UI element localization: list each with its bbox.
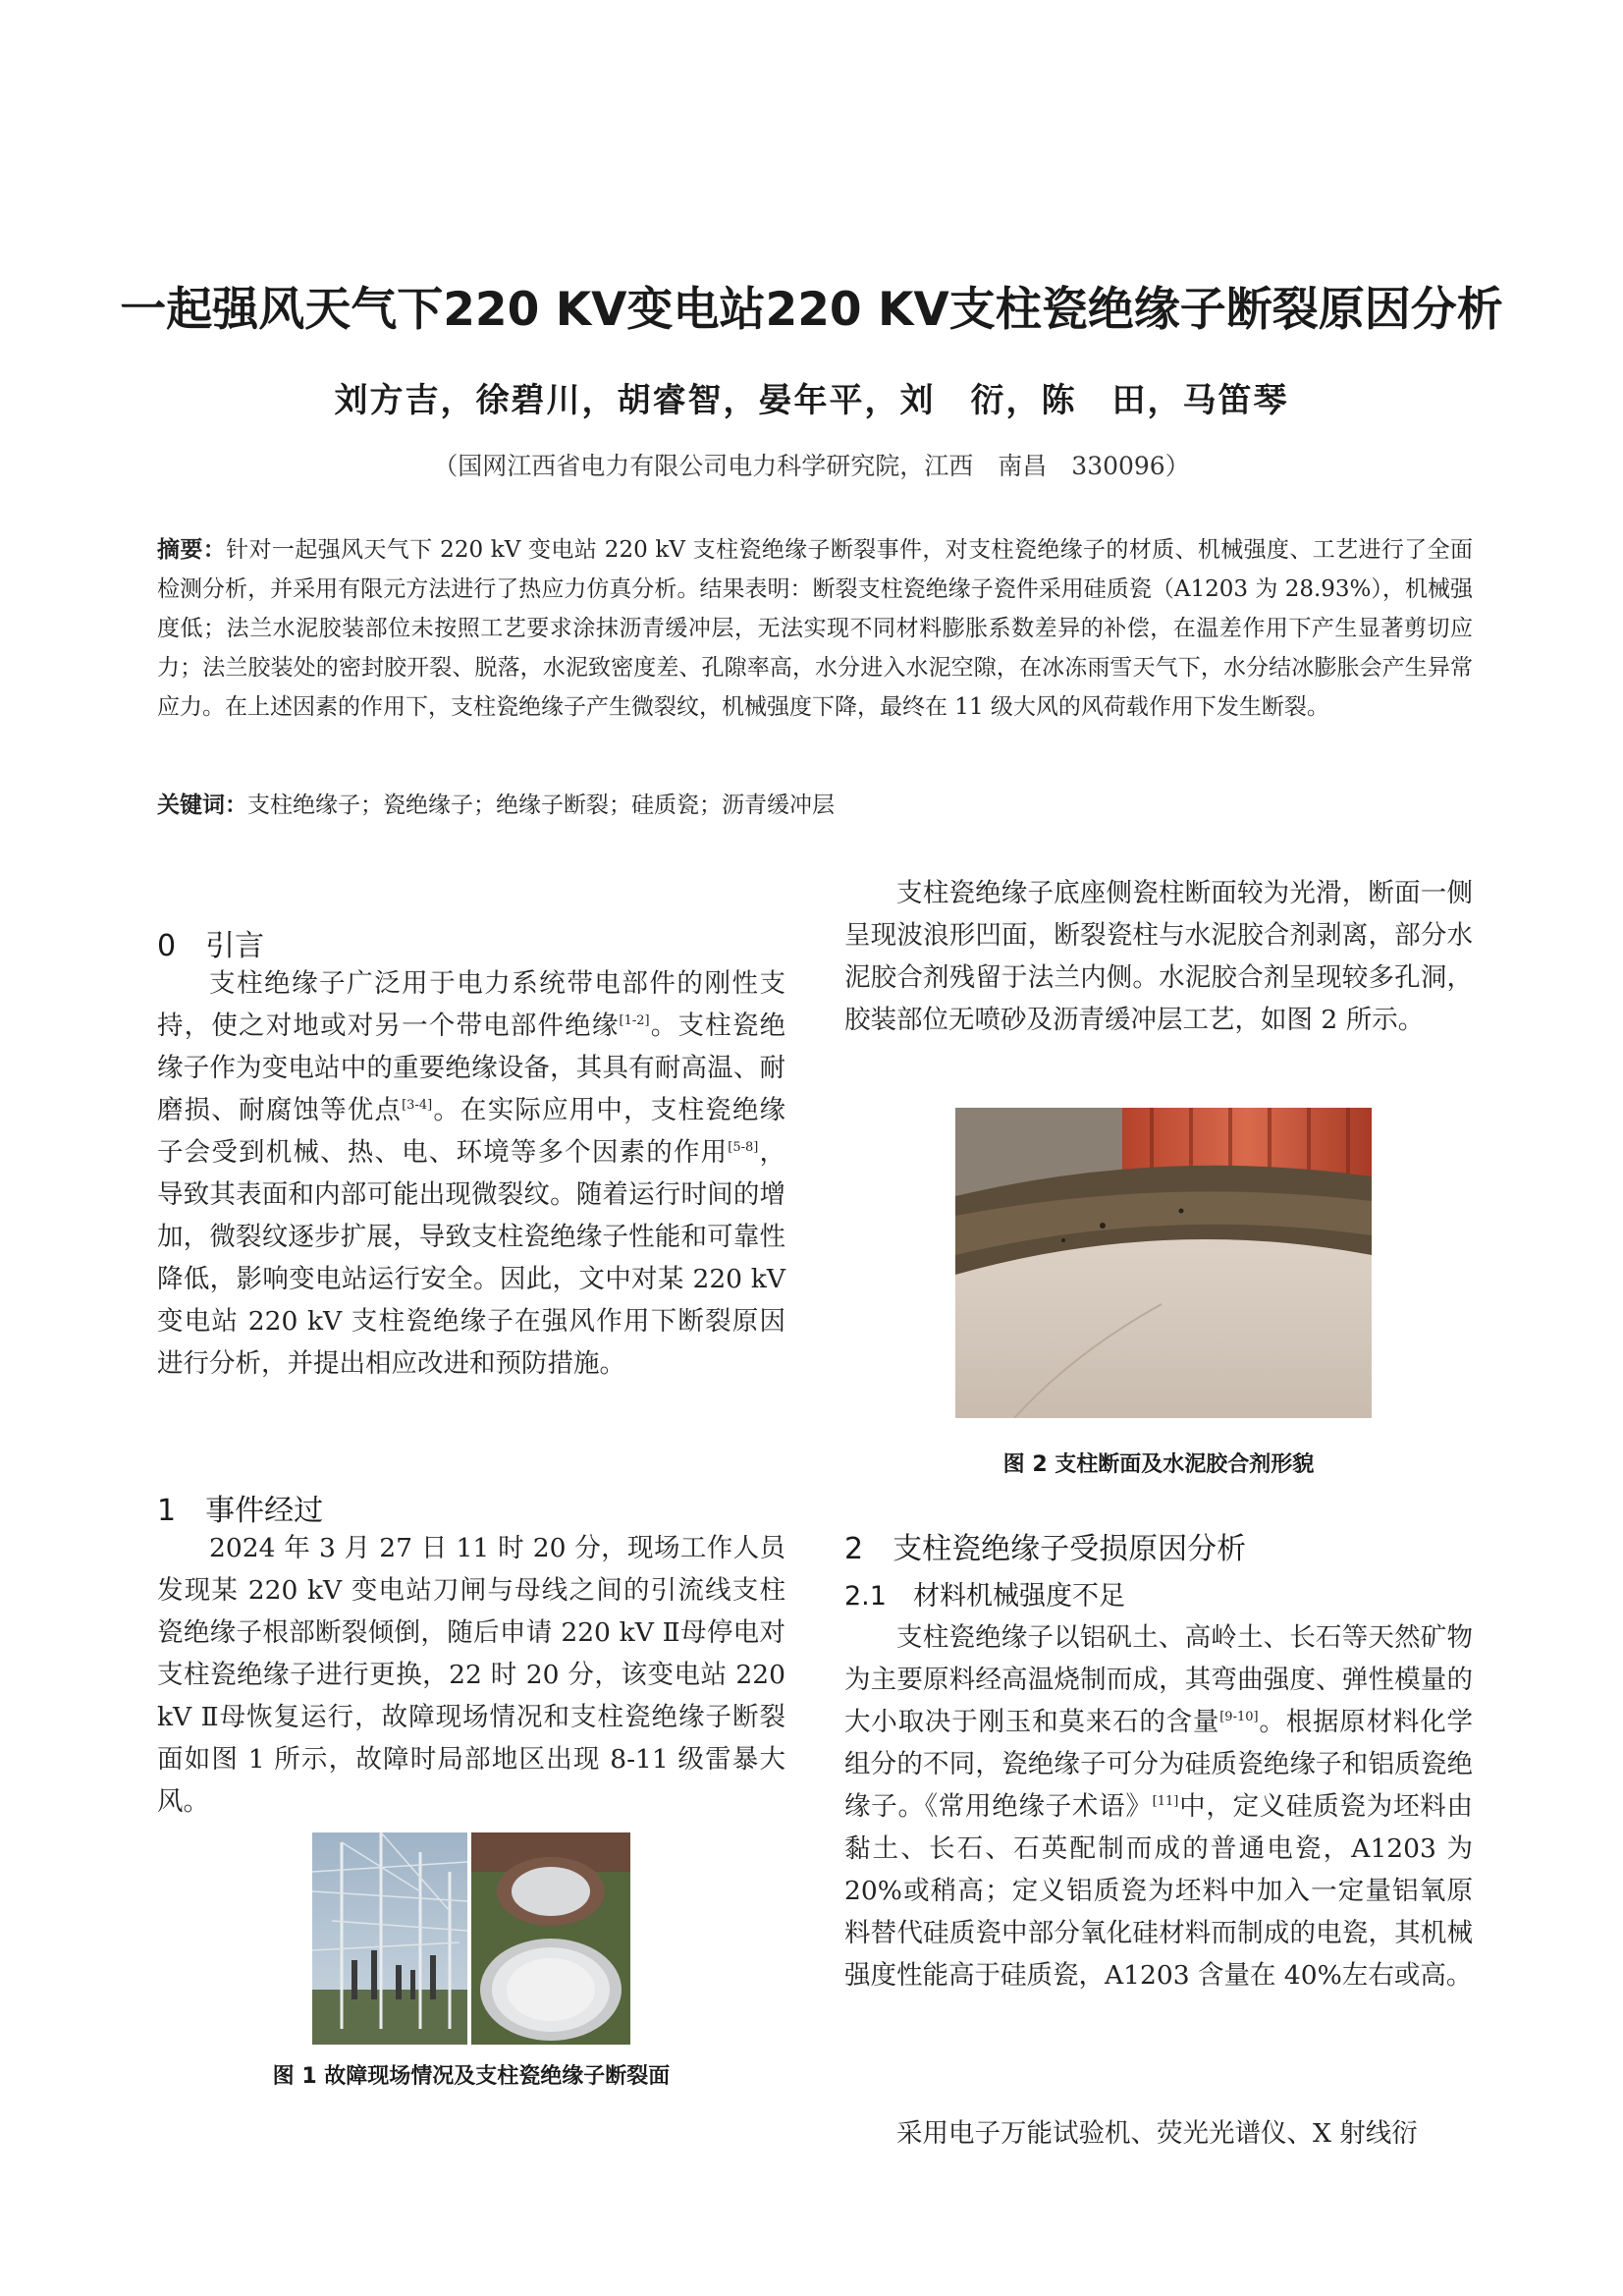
abstract-text: 针对一起强风天气下 220 kV 变电站 220 kV 支柱瓷绝缘子断裂事件，对支柱瓷绝缘子的材质、机械强度、工艺进行了全面检测分析，并采用有限元方法进行了热应力仿真分析。结果表明：断裂支柱瓷绝缘子瓷件采用硅质瓷（A1203 为 28.93%），机械强度低；法兰水泥胶装部位未按照工艺要求涂抹沥青缓冲层，无法实现不同材料膨胀系数差异的补偿，在温差作用下产生显著剪切应力；法兰胶装处的密封胶开裂、脱落，水泥致密度差、孔隙率高，水分进入水泥空隙，在冰冻雨雪天气下，水分结冰膨胀会产生异常应力。在上述因素的作用下，支柱瓷绝缘子产生微裂纹，机械强度下降，最终在 11 级大风的风荷载作用下发生断裂。 bbox=[157, 537, 1473, 720]
citation: [9-10] bbox=[1219, 1710, 1259, 1725]
section-2-1-paragraph: 支柱瓷绝缘子以铝矾土、高岭土、长石等天然矿物为主要原料经高温烧制而成，其弯曲强度、弹性模量的大小取决于刚玉和莫来石的含量[9-10]。根据原材料化学组分的不同，瓷绝缘子可分为硅质瓷绝缘子和铝质瓷绝缘子。《常用绝缘子术语》[11]中，定义硅质瓷为坯料由黏土、长石、石英配制而成的普通电瓷，A1203 为 20%或稍高；定义铝质瓷为坯料中加入一定量铝氧原料替代硅质瓷中部分氧化硅材料而制成的电瓷，其机械强度性能高于硅质瓷，A1203 含量在 40%左右或高。 bbox=[844, 1622, 1474, 1991]
figure-2-caption: 图 2 支柱断面及水泥胶合剂形貌 bbox=[1002, 1452, 1315, 1477]
citation: [11] bbox=[1152, 1794, 1179, 1810]
abstract bbox=[157, 530, 1473, 727]
section-0-paragraph: 支柱绝缘子广泛用于电力系统带电部件的刚性支持，使之对地或对另一个带电部件绝缘[1-2]。支柱瓷绝缘子作为变电站中的重要绝缘设备，其具有耐高温、耐磨损、耐腐蚀等优点[3-4]。在实际应用中，支柱瓷绝缘子会受到机械、热、电、环境等多个因素的作用[5-8]，导致其表面和内部可能出现微裂纹。随着运行时间的增加，微裂纹逐步扩展，导致支柱瓷绝缘子性能和可靠性降低，影响变电站运行安全。因此，文中对某 220 kV 变电站 220 kV 支柱瓷绝缘子在强风作用下断裂原因进行分析，并提出相应改进和预防措施。 bbox=[157, 968, 786, 1379]
author-list: 刘方吉，徐碧川，胡睿智，晏年平，刘 衍，陈 田，马笛琴 bbox=[334, 381, 1289, 420]
keywords-label: 关键词： bbox=[157, 793, 247, 818]
section-2-heading: 2 支柱瓷绝缘子受损原因分析 bbox=[844, 1532, 1247, 1566]
citation: [1-2] bbox=[619, 1013, 650, 1029]
paper-title: 一起强风天气下220 KV变电站220 KV支柱瓷绝缘子断裂原因分析 bbox=[120, 283, 1503, 337]
keywords bbox=[157, 786, 1473, 825]
figure-1-caption: 图 1 故障现场情况及支柱瓷绝缘子断裂面 bbox=[272, 2064, 671, 2089]
figure-1-substation-photo bbox=[312, 1832, 467, 2045]
keywords-text: 支柱绝缘子；瓷绝缘子；绝缘子断裂；硅质瓷；沥青缓冲层 bbox=[247, 793, 835, 818]
affiliation: （国网江西省电力有限公司电力科学研究院，江西 南昌 330096） bbox=[433, 452, 1190, 480]
section-0-heading: 0 引言 bbox=[157, 929, 265, 963]
figure-2-cement-photo bbox=[955, 1108, 1372, 1418]
citation: [5-8] bbox=[728, 1140, 759, 1156]
figure-1-fracture-surface-photo bbox=[471, 1832, 630, 2045]
section-2-1-paragraph-2: 采用电子万能试验机、荧光光谱仪、X 射线衍 bbox=[896, 2118, 1418, 2149]
section-1-paragraph: 2024 年 3 月 27 日 11 时 20 分，现场工作人员发现某 220 kV 变电站刀闸与母线之间的引流线支柱瓷绝缘子根部断裂倾倒，随后申请 220 kV Ⅱ母停电对支柱瓷绝缘子进行更换，22 时 20 分，该变电站 220 kV Ⅱ母恢复运行，故障现场情况和支柱瓷绝缘子断裂面如图 1 所示，故障时局部地区出现 8-11 级雷暴大风。 bbox=[157, 1533, 785, 1817]
right-top-paragraph: 支柱瓷绝缘子底座侧瓷柱断面较为光滑，断面一侧呈现波浪形凹面，断裂瓷柱与水泥胶合剂剥离，部分水泥胶合剂残留于法兰内侧。水泥胶合剂呈现较多孔洞，胶装部位无喷砂及沥青缓冲层工艺，如图 2 所示。 bbox=[844, 878, 1473, 1035]
citation: [3-4] bbox=[402, 1098, 433, 1114]
section-2-1-heading: 2.1 材料机械强度不足 bbox=[844, 1581, 1125, 1612]
abstract-label: 摘要： bbox=[157, 537, 227, 563]
section-1-heading: 1 事件经过 bbox=[157, 1494, 324, 1528]
